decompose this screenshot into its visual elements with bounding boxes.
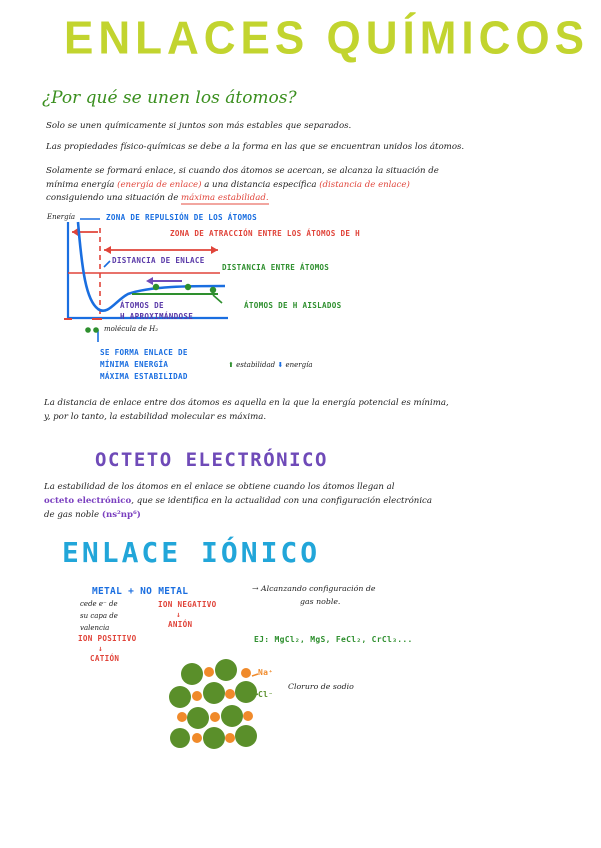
cede-line-1: cede e⁻ de [80,600,118,608]
maxima-estabilidad: máxima estabilidad. [181,193,269,203]
octeto-term: octeto electrónico [44,496,132,506]
examples: EJ: MgCl₂, MgS, FeCl₂, CrCl₃... [254,635,413,644]
min-energy: mínima energía [46,180,115,190]
na-ion [192,733,202,743]
text-line-2: Las propiedades físico-químicas se debe a la forma en las que se encuentran unidos los átomos. [46,142,465,152]
na-ion [243,711,253,721]
cl-ion [187,707,209,729]
bond-forms-label-3: MÁXIMA ESTABILIDAD [100,372,188,381]
na-ion [241,668,251,678]
page-title: ENLACES QUÍMICOS [64,12,589,65]
cation-label: CATIÓN [90,654,120,663]
ion-positive-arrow: ↓ [98,644,103,653]
anion-label: ANIÓN [168,620,193,629]
ion-positive: ION POSITIVO [78,634,137,643]
text-para3-line1: Solamente se formará enlace, si cuando dos átomos se acercan, se alcanza la situación de [46,166,439,176]
energy-label: energía [285,361,313,369]
na-ion [225,733,235,743]
metal-line: METAL + NO METAL [92,586,189,597]
up-arrow-icon: ⬆ [228,361,234,369]
cl-ion [221,705,243,727]
config-text: (ns²np⁶) [101,510,141,520]
approaching-label-1: ÁTOMOS DE [120,301,164,310]
bond-forms-label-1: SE FORMA ENLACE DE [100,348,188,357]
cl-ion [235,681,257,703]
cl-ion [169,686,191,708]
cl-ion [170,728,190,748]
octeto-line-1: La estabilidad de los átomos en el enlace se obtiene cuando los átomos llegan al [44,482,395,492]
down-arrow-icon: ⬇ [277,361,284,369]
conclusion-line-2: y, por lo tanto, la estabilidad molecular es máxima. [44,412,267,422]
repulsion-label: ZONA DE REPULSIÓN DE LOS ÁTOMOS [106,213,258,222]
cl-ion [235,725,257,747]
y-axis-label: Energía [47,213,75,221]
na-ion [210,712,220,722]
ion-negative-arrow: ↓ [176,610,181,619]
octeto-line-2-rest: , que se identifica en la actualidad con una configuración electrónica [131,496,432,506]
energia-enlace: (energía de enlace) [117,180,202,190]
approaching-label-2: H APROXIMÁNDOSE [120,312,194,321]
na-ion [225,689,235,699]
attraction-label: ZONA DE ATRACCIÓN ENTRE LOS ÁTOMOS DE H [170,229,361,238]
compound-name: Cloruro de sodio [288,682,354,691]
na-ion [192,691,202,701]
octeto-heading: OCTETO ELECTRÓNICO [95,449,328,471]
ion-negative: ION NEGATIVO [158,600,217,609]
stability-label: estabilidad [236,361,276,369]
arrow-text-2: gas noble. [300,597,341,606]
cede-line-3: valencia [80,624,110,632]
cl-ion [203,727,225,749]
text-line-1: Solo se unen químicamente si juntos son más estables que separados. [46,121,352,131]
distancia-especifica: a una distancia específica [204,180,317,190]
distancia-enlace: (distancia de enlace) [319,180,410,190]
bond-forms-label-2: MÍNIMA ENERGÍA [100,360,169,369]
na-ion [204,667,214,677]
molecule-label: molécula de H₂ [104,325,159,333]
cl-label: Cl⁻ [258,690,274,699]
na-ion [177,712,187,722]
ionico-heading: ENLACE IÓNICO [62,536,321,569]
na-label: Na⁺ [258,668,274,677]
atom-distance-label: DISTANCIA ENTRE ÁTOMOS [222,263,330,272]
section-question: ¿Por qué se unen los átomos? [42,88,297,108]
conclusion-line-1: La distancia de enlace entre dos átomos es aquella en la que la energía potencial es mínima, [44,398,449,408]
cl-ion [181,663,203,685]
arrow-text-1: → Alcanzando configuración de [252,584,376,593]
cl-ion [203,682,225,704]
consiguiendo-text: consiguiendo una situación de [46,193,179,203]
cede-line-2: su capa de [80,612,118,620]
gas-noble-text: de gas noble [44,510,100,520]
bond-distance-label: DISTANCIA DE ENLACE [112,256,205,265]
cl-ion [215,659,237,681]
isolated-label: ÁTOMOS DE H AISLADOS [244,301,342,310]
